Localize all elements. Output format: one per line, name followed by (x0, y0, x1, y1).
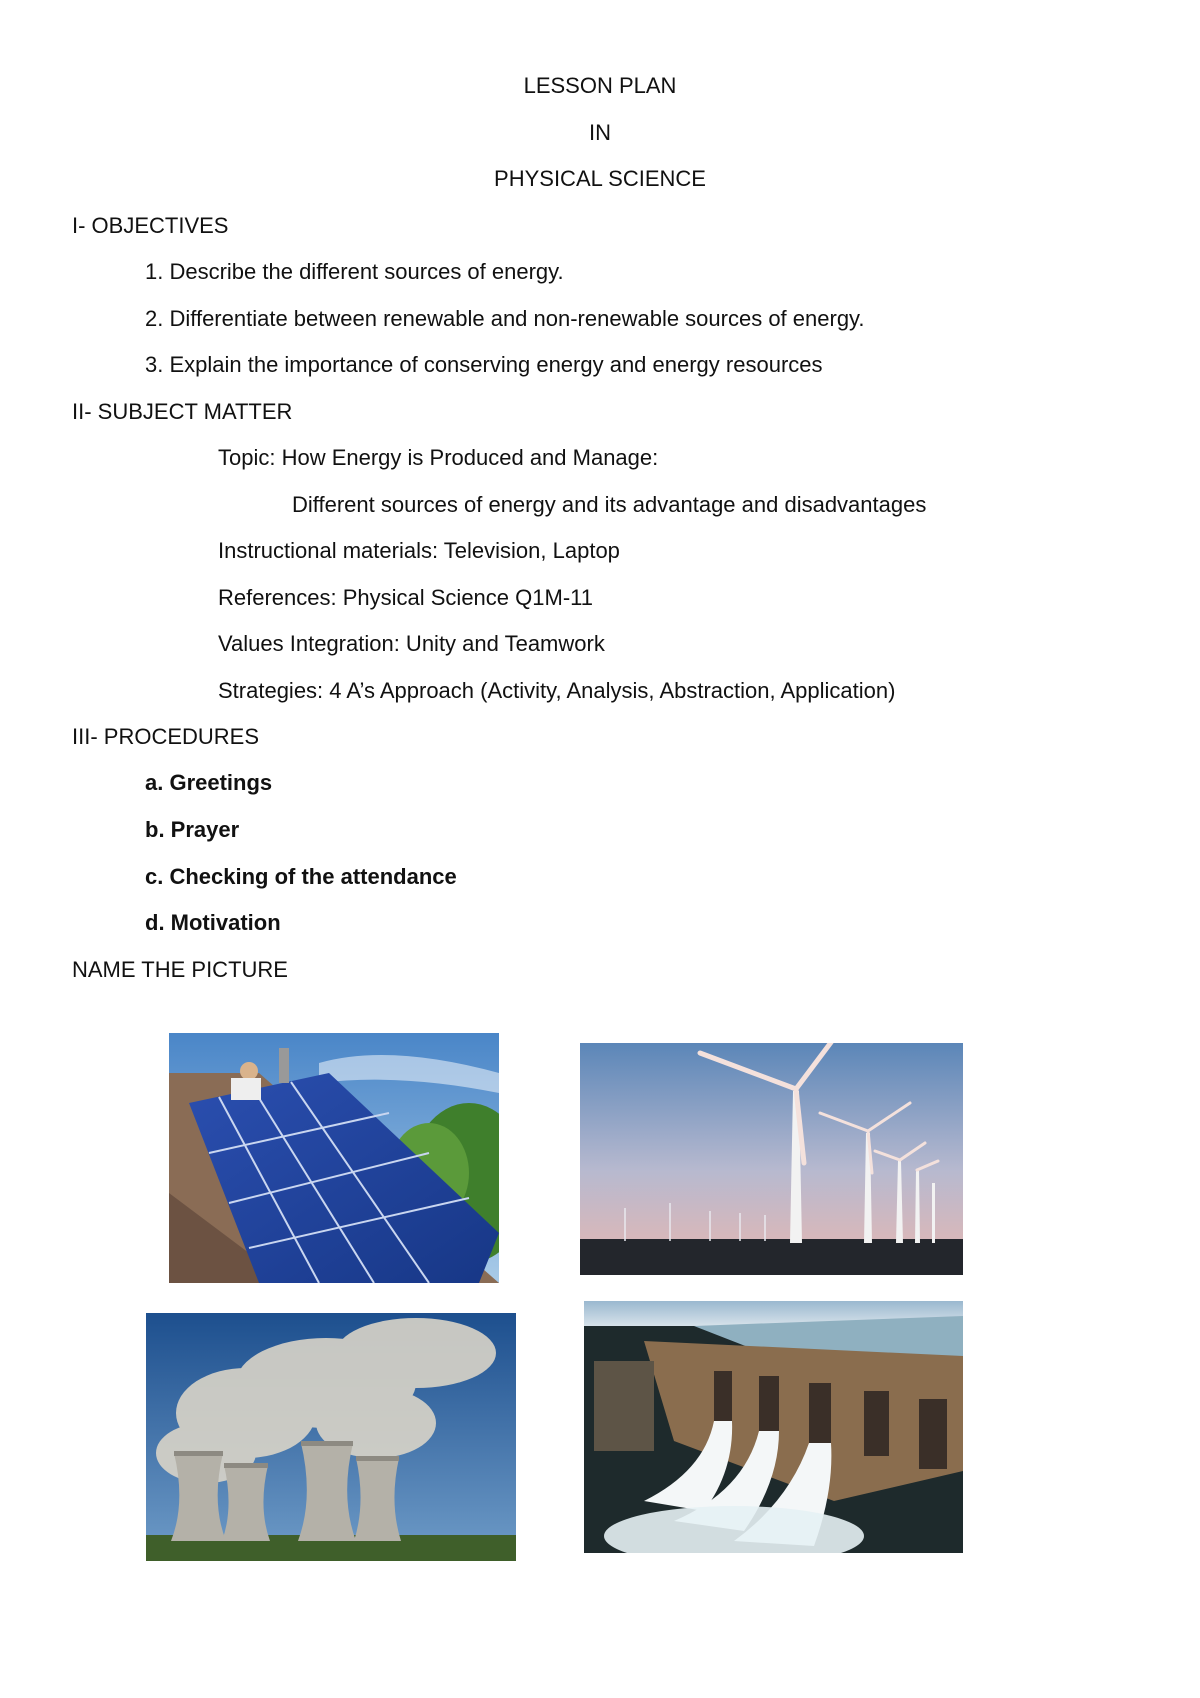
solar-panels-photo (169, 1033, 499, 1283)
objectives-heading: I- OBJECTIVES (72, 213, 229, 238)
nuclear-cooling-towers-photo (146, 1313, 516, 1561)
procedure-item: a. Greetings (145, 770, 273, 795)
references-line: References: Physical Science Q1M-11 (218, 585, 593, 610)
values-line: Values Integration: Unity and Teamwork (218, 631, 605, 656)
title-line-3: PHYSICAL SCIENCE (494, 166, 706, 191)
objective-item: 3. Explain the importance of conserving energy and energy resources (145, 352, 823, 377)
objective-item: 1. Describe the different sources of energy. (145, 259, 564, 284)
title-line-1: LESSON PLAN (523, 73, 677, 98)
procedure-item: b. Prayer (145, 817, 240, 842)
procedures-heading: III- PROCEDURES (72, 724, 260, 749)
wind-turbines-photo (580, 1043, 963, 1275)
title-line-2: IN (589, 120, 611, 145)
activity-heading: NAME THE PICTURE (72, 957, 288, 982)
subject-matter-heading: II- SUBJECT MATTER (72, 399, 293, 424)
topic-line: Topic: How Energy is Produced and Manage: (218, 445, 659, 470)
materials-line: Instructional materials: Television, Laptop (218, 538, 620, 563)
subtopic-line: Different sources of energy and its advantage and disadvantages (292, 492, 927, 517)
procedure-item: d. Motivation (145, 910, 281, 935)
hydroelectric-dam-photo (584, 1301, 963, 1553)
strategies-line: Strategies: 4 A’s Approach (Activity, Analysis, Abstraction, Application) (218, 678, 896, 703)
procedure-item: c. Checking of the attendance (145, 864, 457, 889)
objective-item: 2. Differentiate between renewable and non-renewable sources of energy. (145, 306, 865, 331)
